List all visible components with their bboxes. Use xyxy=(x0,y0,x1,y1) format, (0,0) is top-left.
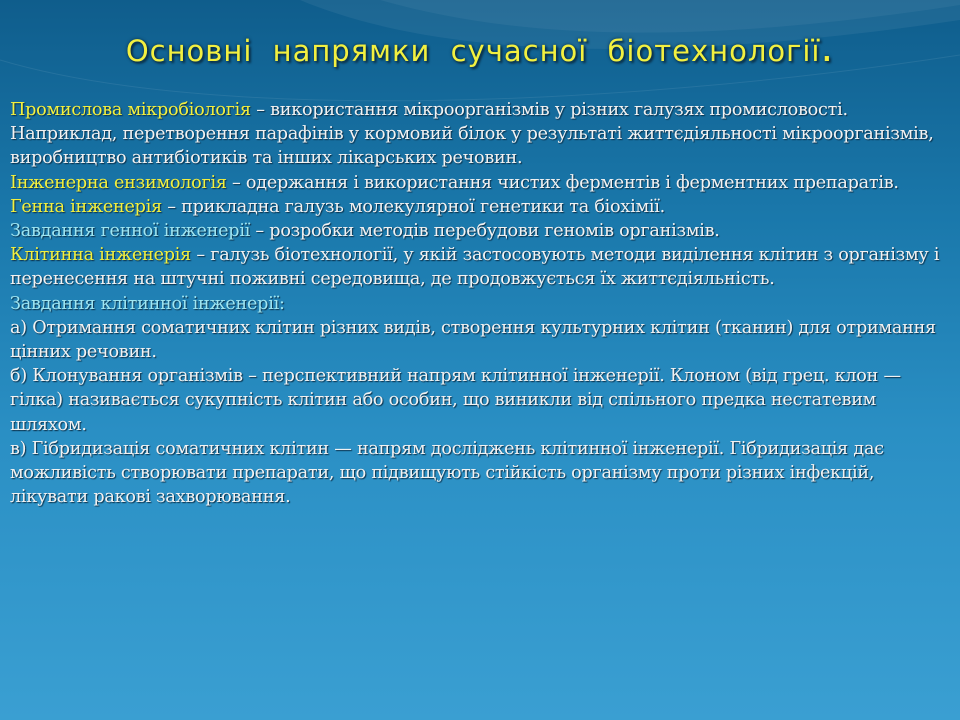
slide-body xyxy=(10,98,945,509)
paragraph-industrial-microbiology xyxy=(10,98,945,171)
term-cell-engineering-tasks: Завдання клітинної інженерії: xyxy=(10,293,285,314)
definition-engineering-enzymology: – одержання і використання чистих ферментів і ферментних препаратів. xyxy=(226,172,899,193)
paragraph-engineering-enzymology xyxy=(10,171,945,195)
definition-industrial-microbiology: – використання мікроорганізмів у різних галузях промисловості. Наприклад, перетворення парафінів у кормовий білок у результаті життєдіяльності мікроорганізмів, виробництво антибіотиків та інших лікарських речовин. xyxy=(10,100,934,169)
title-period: . xyxy=(820,25,835,71)
term-genetic-engineering: Генна інженерія xyxy=(10,196,162,217)
slide-title xyxy=(0,25,960,71)
list-item-b: б) Клонування організмів – перспективний напрям клітинної інженерії. Клоном (від грец. клон — гілка) називається сукупність клітин або особин, що виникли від спільного предка нестатевим шляхом. xyxy=(10,366,901,435)
title-text: Основні напрямки сучасної біотехнології xyxy=(125,34,821,68)
definition-cell-engineering: – галузь біотехнології, у якій застосовують методи виділення клітин з організму і перенесення на штучні поживні середовища, де продовжується їх життєдіяльність. xyxy=(10,245,940,290)
term-industrial-microbiology: Промислова мікробіологія xyxy=(10,100,251,120)
paragraph-cell-engineering xyxy=(10,243,945,291)
paragraph-genetic-engineering-tasks xyxy=(10,219,945,243)
list-item-c: в) Гібридизація соматичних клітин — напрям досліджень клітинної інженерії. Гібридизація дає можливість створювати препарати, що підвищують стійкість організму проти різних інфекцій, лікувати ракові захворювання. xyxy=(10,438,884,508)
term-engineering-enzymology: Інженерна ензимологія xyxy=(10,172,227,193)
definition-genetic-engineering-tasks: – розробки методів перебудови геномів організмів. xyxy=(250,221,720,242)
list-item-a: а) Отримання соматичних клітин різних видів, створення культурних клітин (тканин) для отримання цінних речовин. xyxy=(10,317,936,363)
paragraph-cell-engineering-tasks xyxy=(10,292,945,316)
definition-genetic-engineering: – прикладна галузь молекулярної генетики та біохімії. xyxy=(161,196,665,217)
paragraph-genetic-engineering xyxy=(10,195,945,219)
term-cell-engineering: Клітинна інженерія xyxy=(10,245,191,266)
term-genetic-engineering-tasks: Завдання генної інженерії xyxy=(10,221,251,242)
